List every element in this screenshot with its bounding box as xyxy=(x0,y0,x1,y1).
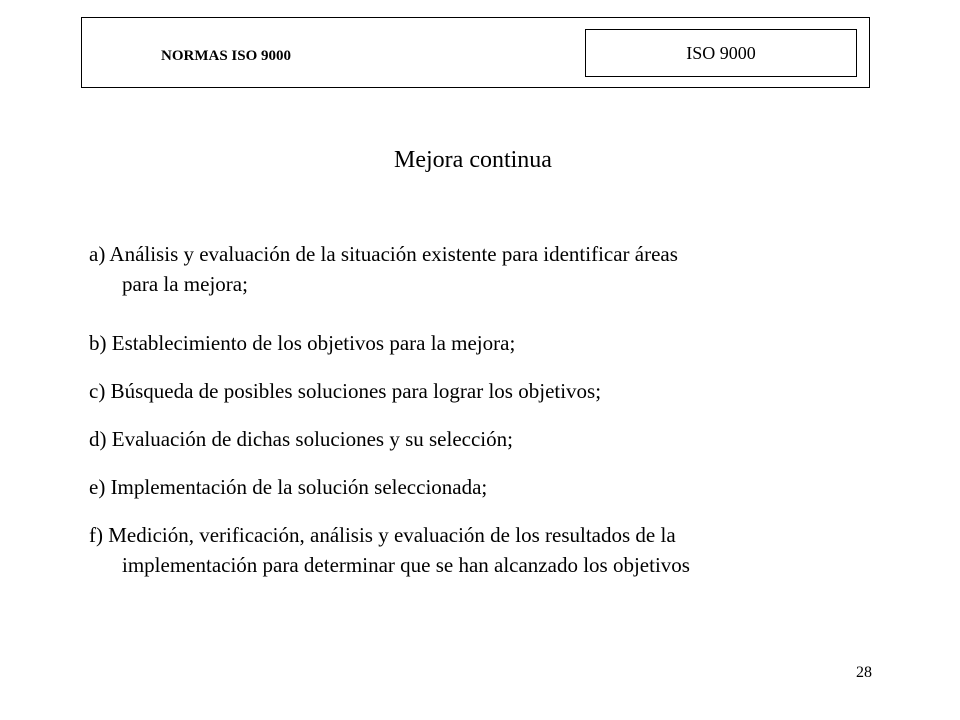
list-item xyxy=(89,424,869,454)
list-item-line: b) Establecimiento de los objetivos para la mejora; xyxy=(89,331,516,355)
page-number: 28 xyxy=(856,664,872,681)
header-left-label: NORMAS ISO 9000 xyxy=(161,48,292,64)
list-item xyxy=(89,239,869,299)
list-item-continuation: implementación para determinar que se han alcanzado los objetivos xyxy=(122,553,690,577)
list-item-line: c) Búsqueda de posibles soluciones para lograr los objetivos; xyxy=(89,379,602,403)
list-item xyxy=(89,520,869,580)
list-item xyxy=(89,328,869,358)
list-item-continuation: para la mejora; xyxy=(122,272,248,296)
list-item xyxy=(89,472,869,502)
page-title: Mejora continua xyxy=(394,147,552,173)
list-item-line: d) Evaluación de dichas soluciones y su selección; xyxy=(89,427,513,451)
header-right-box xyxy=(585,29,857,77)
header-box xyxy=(81,17,870,88)
header-right-label: ISO 9000 xyxy=(686,42,756,63)
list-item-line: f) Medición, verificación, análisis y evaluación de los resultados de la xyxy=(89,523,676,547)
list-item-line: a) Análisis y evaluación de la situación existente para identificar áreas xyxy=(89,242,678,266)
list-item-line: e) Implementación de la solución seleccionada; xyxy=(89,475,488,499)
list-item xyxy=(89,376,869,406)
